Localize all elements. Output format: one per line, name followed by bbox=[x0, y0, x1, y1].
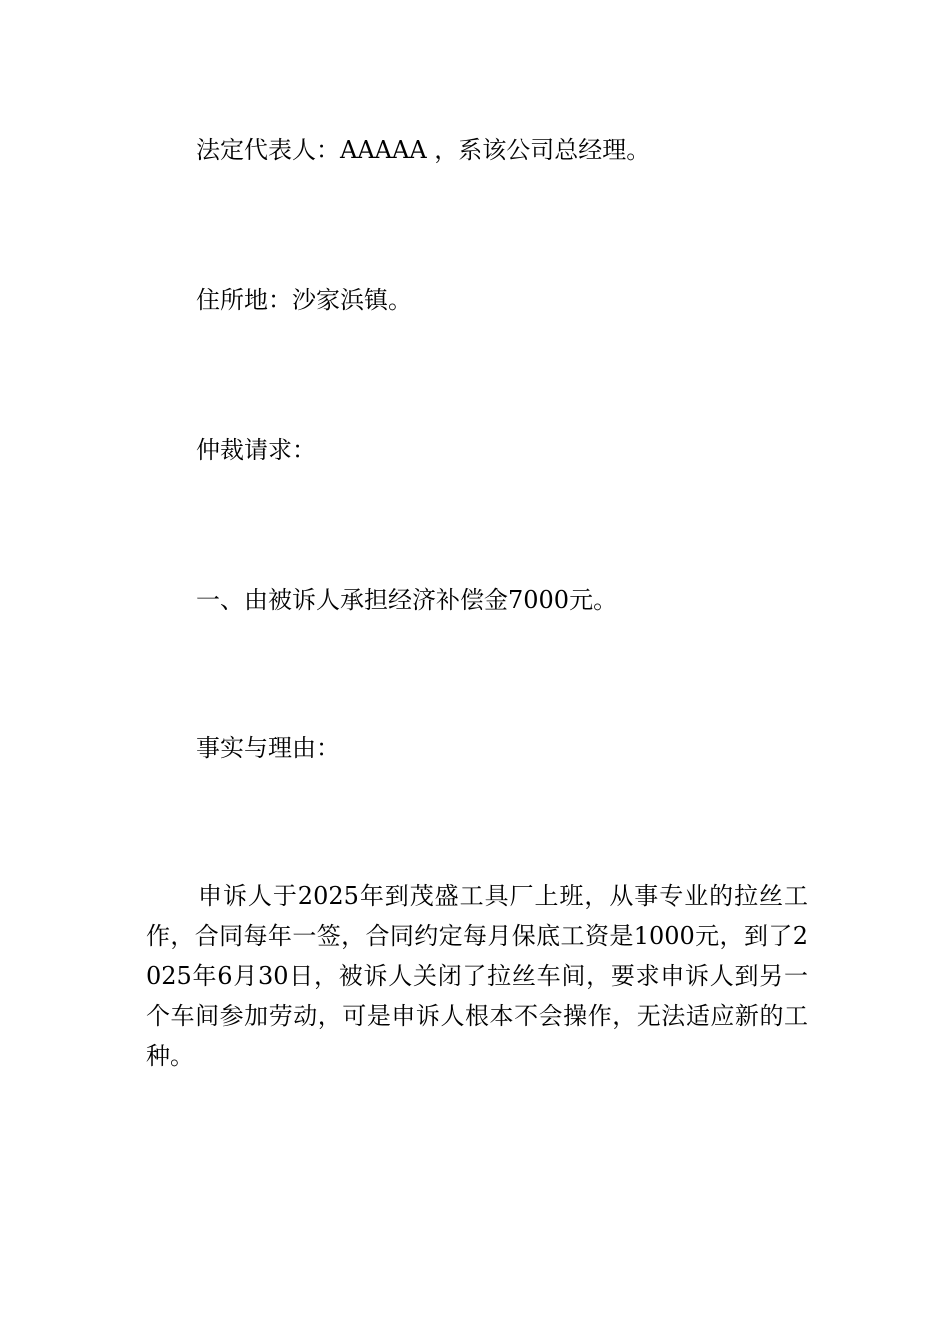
claim-item-1: 一、由被诉人承担经济补偿金7000元。 bbox=[196, 586, 618, 614]
address-line: 住所地：沙家浜镇。 bbox=[196, 286, 412, 314]
facts-heading: 事实与理由： bbox=[196, 734, 340, 762]
claims-heading: 仲裁请求： bbox=[196, 436, 316, 464]
legal-representative-line: 法定代表人：AAAAA ，系该公司总经理。 bbox=[196, 136, 651, 164]
facts-paragraph: 申诉人于2025年到茂盛工具厂上班，从事专业的拉丝工作，合同每年一签，合同约定每月保底工资是1000元，到了2025年6月30日，被诉人关闭了拉丝车间，要求申诉人到另一个车间参加劳动，可是申诉人根本不会操作，无法适应新的工种。 bbox=[146, 882, 808, 1070]
